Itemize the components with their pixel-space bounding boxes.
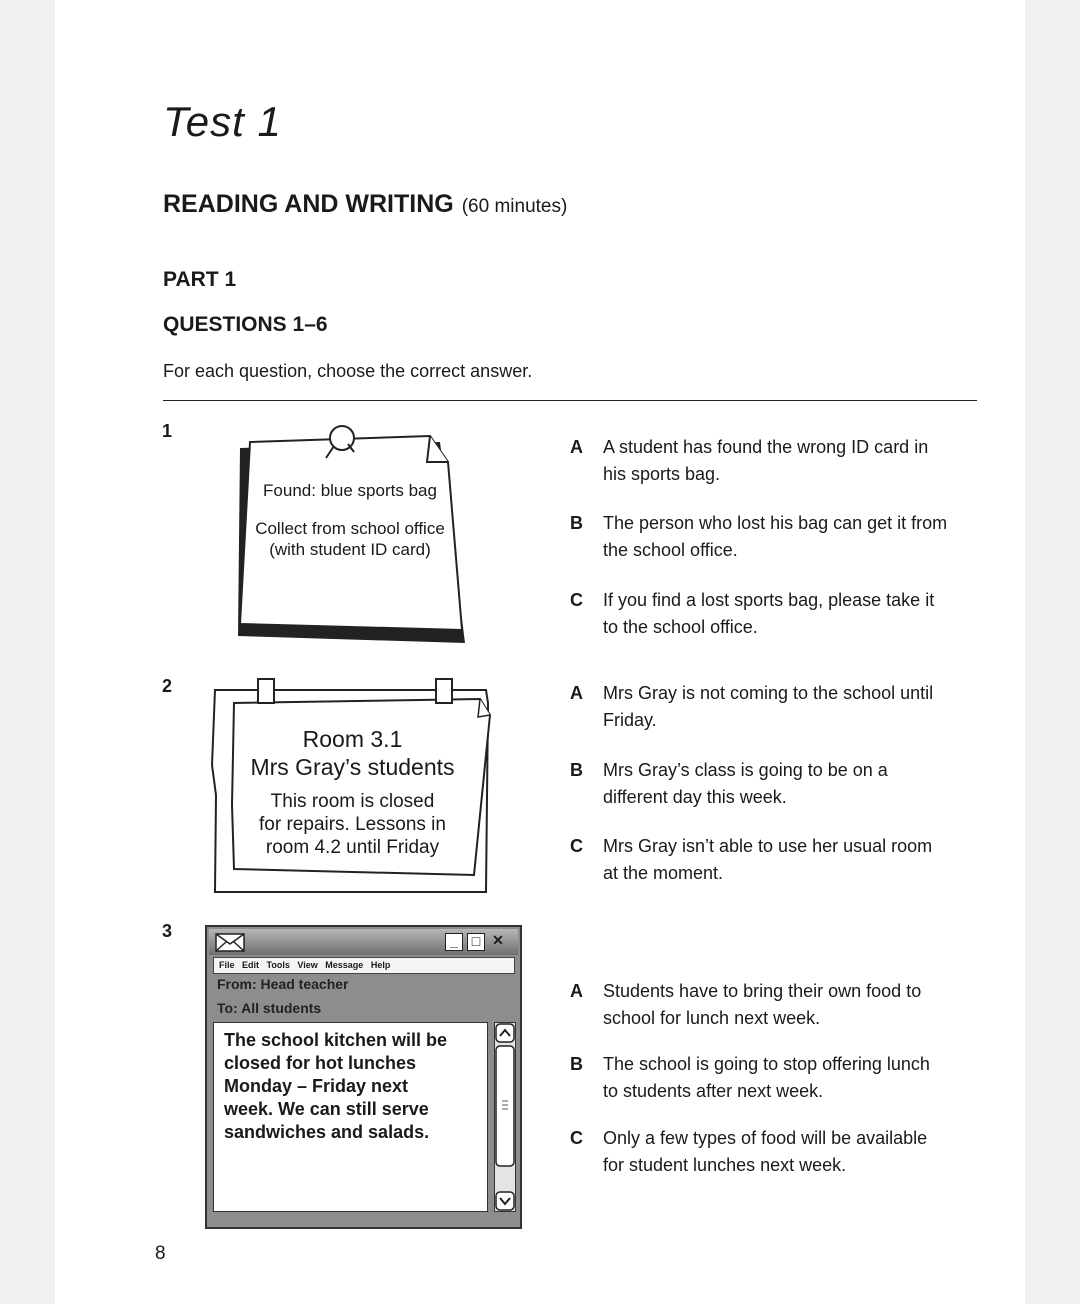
email-to: To: All students <box>217 1000 322 1016</box>
email-body-line: sandwiches and salads. <box>224 1122 430 1142</box>
option-letter: A <box>570 683 583 703</box>
answer-option[interactable] <box>570 1125 950 1185</box>
option-text: Mrs Gray isn’t able to use her usual room at the moment. <box>603 836 933 883</box>
question-range: QUESTIONS 1–6 <box>163 313 328 336</box>
menu-edit: Edit <box>242 960 260 970</box>
option-letter: A <box>570 437 583 457</box>
option-letter: C <box>570 836 583 856</box>
page-number: 8 <box>155 1243 166 1264</box>
minimize-icon: _ <box>445 933 463 951</box>
email-body-line: closed for hot lunches <box>224 1053 417 1073</box>
envelope-icon <box>215 933 245 952</box>
option-text: The school is going to stop offering lunch to students after next week. <box>603 1054 930 1101</box>
menu-help: Help <box>370 960 391 970</box>
sign-line: for repairs. Lessons in <box>259 814 446 835</box>
menu-file: File <box>219 960 235 970</box>
section-title <box>163 190 567 219</box>
menu-view: View <box>297 960 318 970</box>
test-title: Test 1 <box>163 98 282 145</box>
option-text: Students have to bring their own food to school for lunch next week. <box>603 981 922 1028</box>
answer-option[interactable] <box>570 434 950 494</box>
menu-tools: Tools <box>266 960 290 970</box>
section-duration: (60 minutes) <box>461 196 568 217</box>
answer-option[interactable] <box>570 510 950 570</box>
option-text: Mrs Gray’s class is going to be on a different day this week. <box>603 760 888 807</box>
answer-option[interactable] <box>570 587 950 647</box>
option-text: The person who lost his bag can get it from the school office. <box>603 513 948 560</box>
email-titlebar <box>209 929 518 955</box>
scrollbar-graphic <box>495 1023 515 1211</box>
sign-heading: Room 3.1 <box>302 726 403 752</box>
notice-line: Found: blue sports bag <box>263 481 437 500</box>
option-letter: B <box>570 1054 583 1074</box>
email-body-line: The school kitchen will be <box>224 1030 448 1050</box>
answer-option[interactable] <box>570 1051 950 1111</box>
option-letter: B <box>570 513 583 533</box>
sign-line: This room is closed <box>270 791 435 812</box>
maximize-icon: □ <box>467 933 485 951</box>
answer-option[interactable] <box>570 757 950 817</box>
close-icon: ✕ <box>492 932 504 948</box>
option-letter: A <box>570 981 583 1001</box>
option-letter: B <box>570 760 583 780</box>
notice-line: (with student ID card) <box>269 540 431 559</box>
option-text: Only a few types of food will be available for student lunches next week. <box>603 1128 928 1175</box>
option-text: Mrs Gray is not coming to the school until Friday. <box>603 683 934 730</box>
instruction: For each question, choose the correct answer. <box>163 361 533 381</box>
email-body-line: Monday – Friday next <box>224 1076 409 1096</box>
divider <box>163 400 977 401</box>
email-body-line: week. We can still serve <box>224 1099 429 1119</box>
answer-option[interactable] <box>570 680 950 740</box>
option-letter: C <box>570 590 583 610</box>
part-heading: PART 1 <box>163 268 237 291</box>
menu-message: Message <box>325 960 364 970</box>
exam-page <box>55 0 1025 1304</box>
notice-line: Collect from school office <box>255 519 445 538</box>
email-scrollbar <box>494 1022 516 1212</box>
question-number: 2 <box>162 676 173 696</box>
answer-option[interactable] <box>570 978 950 1038</box>
door-sign-image <box>210 675 495 897</box>
email-body <box>213 1022 488 1212</box>
option-letter: C <box>570 1128 583 1148</box>
question-number: 3 <box>162 921 173 941</box>
section-name: READING AND WRITING <box>163 190 454 218</box>
question-number: 1 <box>162 421 173 441</box>
option-text: If you find a lost sports bag, please take it to the school office. <box>603 590 935 637</box>
email-from: From: Head teacher <box>217 976 349 992</box>
sign-heading: Mrs Gray’s students <box>250 754 455 780</box>
option-text: A student has found the wrong ID card in his sports bag. <box>603 437 929 484</box>
sign-line: room 4.2 until Friday <box>265 837 440 858</box>
answer-option[interactable] <box>570 833 950 893</box>
email-menubar <box>213 957 515 974</box>
email-window <box>205 925 522 1229</box>
